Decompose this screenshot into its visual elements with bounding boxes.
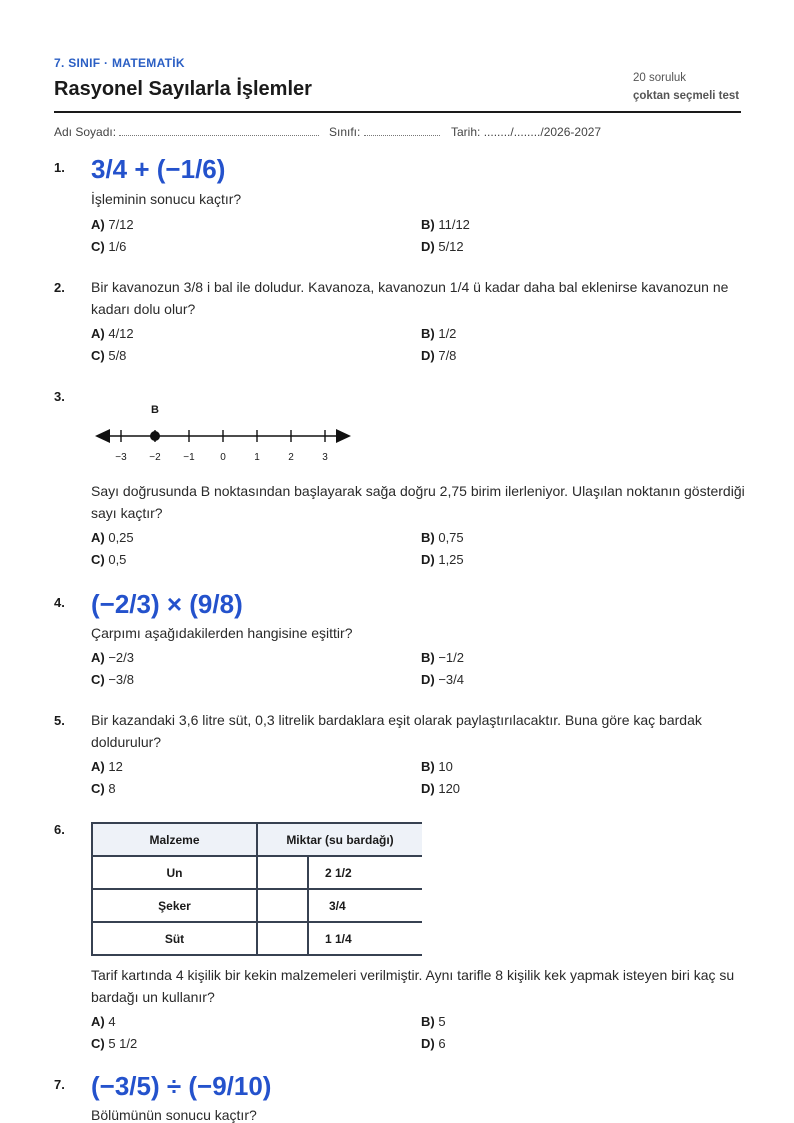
option-value: 120 (438, 781, 461, 796)
option-b[interactable] (421, 1014, 446, 1029)
option-letter: C) (91, 552, 105, 567)
question-text: Bir kazandaki 3,6 litre süt, 0,3 litrelik bardaklara eşit olarak paylaştırılacaktır. Buna göre kaç bardak doldurulur? (91, 712, 702, 750)
right-arrow-icon (336, 429, 351, 443)
option-letter: B) (421, 650, 435, 665)
table-cell-empty (257, 889, 308, 922)
question-count: 20 soruluk (633, 72, 687, 84)
number-line-tick-label: 0 (220, 452, 226, 463)
question-number: 1. (54, 160, 65, 175)
table-row (92, 889, 422, 922)
option-b[interactable] (421, 217, 470, 232)
option-letter: C) (91, 348, 105, 363)
table-cell-empty (257, 856, 308, 889)
table-row (92, 922, 422, 955)
number-line-tick-label: −2 (149, 452, 161, 463)
option-value: 5/12 (438, 239, 464, 254)
table-header-row (92, 823, 422, 856)
option-d[interactable] (421, 672, 464, 687)
option-letter: A) (91, 650, 105, 665)
option-a[interactable] (91, 530, 134, 545)
table-row (92, 856, 422, 889)
page-title: Rasyonel Sayılarla İşlemler (54, 78, 312, 100)
option-value: 5 (438, 1014, 446, 1029)
option-c[interactable] (91, 348, 126, 363)
question-number: 5. (54, 713, 65, 728)
option-value: −3/4 (438, 672, 465, 687)
class-field (329, 125, 440, 139)
question-number: 3. (54, 389, 65, 404)
class-label: Sınıfı: (329, 125, 361, 139)
point-b-marker (150, 431, 160, 441)
number-line-tick-label: 2 (288, 452, 294, 463)
question-number: 4. (54, 595, 65, 610)
question-number: 6. (54, 822, 65, 837)
option-a[interactable] (91, 759, 123, 774)
option-letter: A) (91, 1014, 105, 1029)
question-number: 7. (54, 1077, 65, 1092)
option-value: −1/2 (438, 650, 465, 665)
grade-subject-label: 7. SINIF · MATEMATİK (54, 56, 185, 70)
option-value: 0,25 (108, 530, 134, 545)
ingredients-table (91, 822, 422, 956)
number-line-ticks (115, 430, 328, 463)
option-value: 12 (108, 759, 123, 774)
option-value: 4/12 (108, 326, 134, 341)
option-c[interactable] (91, 672, 134, 687)
number-line-tick-label: 1 (254, 452, 260, 463)
option-letter: D) (421, 552, 435, 567)
option-letter: A) (91, 217, 105, 232)
option-value: 5 1/2 (108, 1036, 138, 1051)
option-letter: A) (91, 326, 105, 341)
option-letter: B) (421, 759, 435, 774)
option-letter: D) (421, 348, 435, 363)
option-letter: D) (421, 672, 435, 687)
question-number: 2. (54, 280, 65, 295)
question-text: Bir kavanozun 3/8 i bal ile doludur. Kavanoza, kavanozun 1/4 ü kadar daha bal eklenirse kavanozun ne kadarı dolu olur? (91, 279, 729, 317)
option-value: 0,5 (108, 552, 127, 567)
question-text: Tarif kartında 4 kişilik bir kekin malzemeleri verilmiştir. Aynı tarifle 8 kişilik kek yapmak isteyen biri kaç su bardağı un kullanır? (91, 967, 735, 1005)
name-field (54, 125, 319, 139)
option-letter: B) (421, 217, 435, 232)
option-b[interactable] (421, 530, 464, 545)
option-letter: B) (421, 326, 435, 341)
question-text: İşleminin sonucu kaçtır? (91, 191, 242, 207)
option-c[interactable] (91, 781, 116, 796)
option-letter: C) (91, 781, 105, 796)
test-type: çoktan seçmeli test (633, 90, 740, 102)
question-text: Bölümünün sonucu kaçtır? (91, 1107, 257, 1123)
number-line-tick-label: −3 (115, 452, 127, 463)
option-value: 5/8 (108, 348, 127, 363)
option-value: 11/12 (438, 217, 470, 232)
ingredient-name: Şeker (92, 889, 257, 922)
option-value: 0,75 (438, 530, 464, 545)
option-letter: A) (91, 530, 105, 545)
option-a[interactable] (91, 217, 134, 232)
option-value: 7/8 (438, 348, 457, 363)
option-value: 8 (108, 781, 116, 796)
ingredient-amount: 3/4 (308, 889, 422, 922)
ingredient-amount: 2 1/2 (308, 856, 422, 889)
option-b[interactable] (421, 326, 456, 341)
option-b[interactable] (421, 759, 453, 774)
option-c[interactable] (91, 239, 126, 254)
option-letter: B) (421, 1014, 435, 1029)
option-letter: C) (91, 239, 105, 254)
option-c[interactable] (91, 552, 126, 567)
ingredient-amount: 1 1/4 (308, 922, 422, 955)
option-letter: B) (421, 530, 435, 545)
option-a[interactable] (91, 650, 134, 665)
option-value: 1/6 (108, 239, 127, 254)
option-letter: D) (421, 1036, 435, 1051)
option-a[interactable] (91, 1014, 116, 1029)
class-blank (364, 126, 440, 136)
table-cell-empty (257, 922, 308, 955)
point-b-label: B (151, 404, 159, 416)
option-value: 1,25 (438, 552, 464, 567)
option-d[interactable] (421, 239, 464, 254)
question-text: Sayı doğrusunda B noktasından başlayarak sağa doğru 2,75 birim ilerleniyor. Ulaşılan noktanın gösterdiği sayı kaçtır? (91, 483, 745, 521)
option-value: 1/2 (438, 326, 457, 341)
header-divider (54, 111, 741, 113)
option-value: 10 (438, 759, 453, 774)
option-d[interactable] (421, 348, 456, 363)
option-value: 7/12 (108, 217, 134, 232)
date-value: ......../......../2026-2027 (483, 125, 602, 139)
option-c[interactable] (91, 1036, 137, 1051)
ingredient-name: Süt (92, 922, 257, 955)
option-d[interactable] (421, 552, 464, 567)
date-field (451, 125, 601, 139)
table-header-cell: Miktar (su bardağı) (257, 823, 422, 856)
question-text: Çarpımı aşağıdakilerden hangisine eşittir? (91, 625, 353, 641)
option-letter: D) (421, 239, 435, 254)
option-value: 4 (108, 1014, 116, 1029)
option-letter: C) (91, 1036, 105, 1051)
option-value: −3/8 (108, 672, 135, 687)
option-letter: A) (91, 759, 105, 774)
ingredient-name: Un (92, 856, 257, 889)
option-letter: C) (91, 672, 105, 687)
option-a[interactable] (91, 326, 134, 341)
option-d[interactable] (421, 1036, 446, 1051)
option-value: −2/3 (108, 650, 135, 665)
option-letter: D) (421, 781, 435, 796)
left-arrow-icon (95, 429, 110, 443)
name-blank (119, 126, 319, 136)
name-label: Adı Soyadı: (54, 125, 117, 139)
question-expression: (−2/3) × (9/8) (91, 589, 243, 619)
option-d[interactable] (421, 781, 460, 796)
question-expression: 3/4 + (−1/6) (91, 154, 226, 184)
table-header-cell: Malzeme (92, 823, 257, 856)
option-value: 6 (438, 1036, 446, 1051)
number-line (91, 400, 361, 470)
option-b[interactable] (421, 650, 464, 665)
number-line-tick-label: −1 (183, 452, 195, 463)
date-label: Tarih: (451, 125, 481, 139)
question-expression: (−3/5) ÷ (−9/10) (91, 1071, 272, 1101)
number-line-tick-label: 3 (322, 452, 328, 463)
